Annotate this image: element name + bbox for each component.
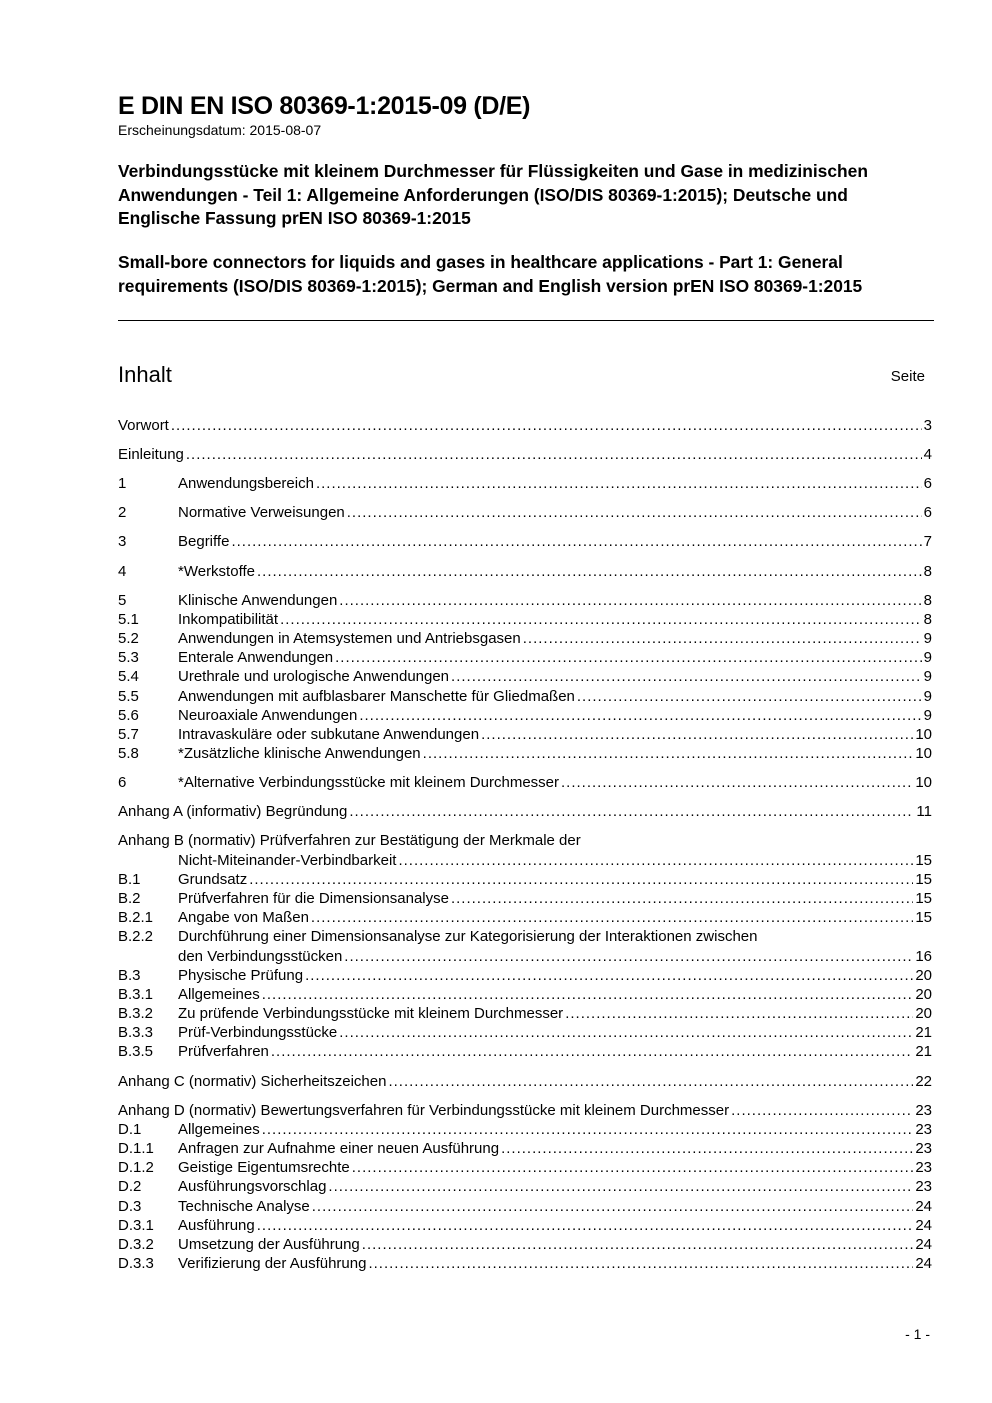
- toc-entry-page: 21: [915, 1043, 932, 1060]
- toc-entry-number: 5.5: [118, 688, 139, 705]
- toc-entry[interactable]: [118, 1254, 932, 1273]
- toc-entry[interactable]: [118, 532, 932, 551]
- title-german: Verbindungsstücke mit kleinem Durchmesser für Flüssigkeiten und Gase in medizinischen Anwendungen - Teil 1: Allgemeine Anforderungen (ISO/DIS 80369-1:2015); Deutsche und Englische Fassung prEN ISO 80369-1:2015: [118, 161, 868, 228]
- toc-entry-page: 8: [923, 611, 932, 628]
- toc-entry-text: Physische Prüfung: [178, 967, 304, 984]
- toc-entry-page: 23: [915, 1121, 932, 1138]
- toc-leader: [451, 889, 913, 908]
- toc-entry-number: D.3: [118, 1198, 142, 1215]
- toc-entry-number: B.3: [118, 967, 141, 984]
- document-id: E DIN EN ISO 80369-1:2015-09 (D/E): [118, 92, 531, 120]
- toc-entry-number: 4: [118, 563, 127, 580]
- toc-entry-number: 1: [118, 475, 127, 492]
- toc-entry-text: Klinische Anwendungen: [178, 592, 338, 609]
- toc-entry-page: 15: [915, 852, 932, 869]
- toc-leader: [451, 667, 922, 686]
- toc-entry-page: 16: [915, 948, 932, 965]
- toc-leader: [257, 562, 922, 581]
- toc-entry-text: Anhang C (normativ) Sicherheitszeichen: [118, 1073, 387, 1090]
- toc-entry-number: B.3.1: [118, 986, 154, 1003]
- toc-entry-page: 23: [915, 1178, 932, 1195]
- toc-entry-text: Inkompatibilität: [178, 611, 279, 628]
- toc-entry-page: 10: [915, 726, 932, 743]
- toc-entry-text: Prüfverfahren für die Dimensionsanalyse: [178, 890, 449, 907]
- toc-leader: [335, 648, 922, 667]
- toc-entry[interactable]: [118, 1004, 932, 1023]
- toc-leader: [481, 725, 913, 744]
- toc-entry-number: D.1.1: [118, 1140, 154, 1157]
- toc-entry-page: 23: [915, 1140, 932, 1157]
- toc-entry[interactable]: [118, 1216, 932, 1235]
- page-number: - 1 -: [905, 1326, 930, 1342]
- toc-entry-text: Anfragen zur Aufnahme einer neuen Ausführung: [178, 1140, 500, 1157]
- toc-entry-text: Anhang A (informativ) Begründung: [118, 803, 348, 820]
- toc-entry[interactable]: [118, 802, 932, 821]
- publication-date: Erscheinungsdatum: 2015-08-07: [118, 122, 322, 138]
- toc-entry-page: 20: [915, 1005, 932, 1022]
- toc-entry-number: B.2.2: [118, 928, 154, 945]
- toc-entry-text: Nicht-Miteinander-Verbindbarkeit: [178, 852, 397, 869]
- toc-entry-number: 3: [118, 533, 127, 550]
- toc-leader: [352, 1158, 914, 1177]
- toc-heading: Inhalt: [118, 362, 172, 387]
- toc-entry-number: 2: [118, 504, 127, 521]
- toc-entry[interactable]: [118, 1072, 932, 1091]
- toc-leader: [398, 851, 913, 870]
- toc-entry-text: Verifizierung der Ausführung: [178, 1255, 367, 1272]
- toc-entry-text: Begriffe: [178, 533, 230, 550]
- toc-entry-page: 22: [915, 1073, 932, 1090]
- toc-entry[interactable]: [118, 1120, 932, 1139]
- toc-entry[interactable]: [118, 908, 932, 927]
- toc-page-column-label: Seite: [890, 368, 925, 385]
- toc-entry-text: Ausführung: [178, 1217, 255, 1234]
- toc-entry[interactable]: [118, 706, 932, 725]
- toc-entry-page: 8: [923, 592, 932, 609]
- toc-entry[interactable]: [118, 610, 932, 629]
- toc-leader: [561, 773, 913, 792]
- toc-entry-text: Normative Verweisungen: [178, 504, 345, 521]
- toc-entry-text: Prüfverfahren: [178, 1043, 269, 1060]
- toc-leader: [262, 985, 914, 1004]
- toc-entry-number: 5.1: [118, 611, 139, 628]
- toc-entry-number: 5.8: [118, 745, 139, 762]
- toc-entry-number: B.2.1: [118, 909, 154, 926]
- toc-entry-number: B.3.2: [118, 1005, 154, 1022]
- toc-leader: [368, 1254, 913, 1273]
- toc-entry[interactable]: [118, 445, 932, 464]
- toc-entry-page: 24: [915, 1236, 932, 1253]
- toc-entry[interactable]: [118, 1101, 932, 1120]
- toc-leader: [731, 1101, 913, 1120]
- toc-entry-number: 5.2: [118, 630, 139, 647]
- toc-entry-number: B.1: [118, 871, 141, 888]
- toc-entry-page: 9: [923, 668, 932, 685]
- toc-leader: [249, 870, 913, 889]
- toc-entry-text: Durchführung einer Dimensionsanalyse zur Kategorisierung der Interaktionen zwischen: [178, 928, 758, 945]
- toc-entry-number: 5.6: [118, 707, 139, 724]
- toc-leader: [328, 1177, 913, 1196]
- toc-entry[interactable]: [118, 416, 932, 435]
- toc-entry-text: Allgemeines: [178, 986, 260, 1003]
- toc-entry[interactable]: [118, 889, 932, 908]
- toc-leader: [577, 687, 922, 706]
- toc-entry-number: D.1.2: [118, 1159, 154, 1176]
- toc-entry[interactable]: [118, 591, 932, 610]
- toc-entry[interactable]: [118, 1197, 932, 1216]
- toc-entry[interactable]: [118, 1042, 932, 1061]
- toc-entry-page: 6: [923, 504, 932, 521]
- toc-entry[interactable]: [118, 985, 932, 1004]
- toc-entry-page: 23: [915, 1102, 932, 1119]
- toc-entry-text: Angabe von Maßen: [178, 909, 309, 926]
- toc-entry-text: Vorwort: [118, 417, 169, 434]
- toc-entry-number: D.3.3: [118, 1255, 154, 1272]
- toc-entry-page: 10: [915, 774, 932, 791]
- toc-entry[interactable]: [118, 725, 932, 744]
- toc-entry-page: 7: [923, 533, 932, 550]
- toc-entry-text: Enterale Anwendungen: [178, 649, 334, 666]
- toc-leader: [280, 610, 922, 629]
- toc-entry-number: D.3.1: [118, 1217, 154, 1234]
- toc-leader: [362, 1235, 914, 1254]
- toc-entry-number: 5.3: [118, 649, 139, 666]
- toc-entry[interactable]: [118, 648, 932, 667]
- toc-entry[interactable]: [118, 1177, 932, 1196]
- toc-leader: [171, 416, 922, 435]
- toc-entry[interactable]: [118, 851, 932, 870]
- toc-entry-text: den Verbindungsstücken: [178, 948, 343, 965]
- toc-leader: [312, 1197, 914, 1216]
- toc-entry-page: 8: [923, 563, 932, 580]
- toc-entry-number: 5: [118, 592, 127, 609]
- toc-entry-text: Intravaskuläre oder subkutane Anwendungen: [178, 726, 480, 743]
- toc-entry[interactable]: [118, 966, 932, 985]
- toc-entry-page: 21: [915, 1024, 932, 1041]
- toc-leader: [257, 1216, 914, 1235]
- toc-entry-page: 23: [915, 1159, 932, 1176]
- toc-entry-page: 9: [923, 707, 932, 724]
- toc-entry-page: 9: [923, 630, 932, 647]
- toc-leader: [349, 802, 914, 821]
- toc-entry-page: 3: [923, 417, 932, 434]
- toc-entry[interactable]: [118, 1023, 932, 1042]
- toc-entry-page: 15: [915, 909, 932, 926]
- toc-entry[interactable]: [118, 503, 932, 522]
- toc-leader: [339, 1023, 913, 1042]
- toc-entry-page: 10: [915, 745, 932, 762]
- toc-entry-number: B.3.3: [118, 1024, 154, 1041]
- toc-entry-page: 9: [923, 688, 932, 705]
- toc-leader: [359, 706, 921, 725]
- toc-entry-page: 4: [923, 446, 932, 463]
- toc-entry-heading[interactable]: Anhang B (normativ) Prüfverfahren zur Bestätigung der Merkmale der: [118, 832, 581, 849]
- toc-entry-page: 11: [916, 803, 932, 820]
- toc-entry-number: 5.7: [118, 726, 139, 743]
- toc-entry[interactable]: [118, 927, 932, 946]
- toc-entry-text: Grundsatz: [178, 871, 248, 888]
- toc-leader: [347, 503, 922, 522]
- toc-entry-text: Neuroaxiale Anwendungen: [178, 707, 358, 724]
- toc-entry-text: Zu prüfende Verbindungsstücke mit kleinem Durchmesser: [178, 1005, 564, 1022]
- toc-entry-text: Ausführungsvorschlag: [178, 1178, 327, 1195]
- toc-entry-number: 5.4: [118, 668, 139, 685]
- toc-leader: [311, 908, 913, 927]
- title-english: Small-bore connectors for liquids and gases in healthcare applications - Part 1: General requirements (ISO/DIS 80369-1:2015); German and English version prEN ISO 80369-1:2015: [118, 252, 863, 296]
- toc-entry-page: 24: [915, 1255, 932, 1272]
- toc-entry-number: D.3.2: [118, 1236, 154, 1253]
- toc-entry[interactable]: [118, 667, 932, 686]
- toc-entry-number: B.3.5: [118, 1043, 154, 1060]
- toc-entry-number: B.2: [118, 890, 141, 907]
- toc-leader: [305, 966, 913, 985]
- toc-entry[interactable]: [118, 1158, 932, 1177]
- toc-entry-text: Technische Analyse: [178, 1198, 310, 1215]
- toc-entry-page: 6: [923, 475, 932, 492]
- toc-entry-text: Anwendungen mit aufblasbarer Manschette für Gliedmaßen: [178, 688, 575, 705]
- toc-entry-text: *Alternative Verbindungsstücke mit kleinem Durchmesser: [178, 774, 559, 791]
- toc-entry-text: *Zusätzliche klinische Anwendungen: [178, 745, 421, 762]
- toc-entry-page: 15: [915, 871, 932, 888]
- toc-entry[interactable]: [118, 744, 932, 763]
- toc-entry-page: 24: [915, 1198, 932, 1215]
- toc-entry-text: Anwendungsbereich: [178, 475, 314, 492]
- toc-leader: [231, 532, 921, 551]
- toc-entry-text: *Werkstoffe: [178, 563, 255, 580]
- toc-leader: [523, 629, 922, 648]
- toc-entry[interactable]: [118, 629, 932, 648]
- toc-leader: [501, 1139, 913, 1158]
- toc-entry-text: Geistige Eigentumsrechte: [178, 1159, 350, 1176]
- toc-entry[interactable]: [118, 1139, 932, 1158]
- toc-leader: [565, 1004, 913, 1023]
- toc-entry-text: Anhang D (normativ) Bewertungsverfahren für Verbindungsstücke mit kleinem Durchmesser: [118, 1102, 730, 1119]
- toc-leader: [339, 591, 921, 610]
- toc-entry-page: 20: [915, 967, 932, 984]
- toc-entry-number: D.2: [118, 1178, 142, 1195]
- toc-entry-page: 9: [923, 649, 932, 666]
- toc-entry-page: 20: [915, 986, 932, 1003]
- toc-entry-text: Anwendungen in Atemsystemen und Antriebsgasen: [178, 630, 521, 647]
- toc-entry-page: 15: [915, 890, 932, 907]
- toc-entry[interactable]: [118, 773, 932, 792]
- title-divider: [118, 320, 934, 321]
- toc-leader: [388, 1072, 913, 1091]
- toc-entry-text: Prüf-Verbindungsstücke: [178, 1024, 338, 1041]
- toc-entry-number: 6: [118, 774, 127, 791]
- toc-entry[interactable]: [118, 474, 932, 493]
- toc-entry[interactable]: [118, 562, 932, 581]
- toc-entry-text: Einleitung: [118, 446, 184, 463]
- toc-leader: [262, 1120, 914, 1139]
- toc-entry-text: Allgemeines: [178, 1121, 260, 1138]
- toc-entry-page: 24: [915, 1217, 932, 1234]
- toc-leader: [423, 744, 914, 763]
- toc-entry-text: Umsetzung der Ausführung: [178, 1236, 360, 1253]
- toc-entry[interactable]: [118, 1235, 932, 1254]
- toc-leader: [316, 474, 922, 493]
- toc-leader: [271, 1042, 913, 1061]
- toc-entry-number: D.1: [118, 1121, 142, 1138]
- toc-entry[interactable]: [118, 687, 932, 706]
- toc-entry[interactable]: [118, 947, 932, 966]
- toc-entry[interactable]: [118, 870, 932, 889]
- toc-entry-text: Urethrale und urologische Anwendungen: [178, 668, 450, 685]
- toc-leader: [344, 947, 913, 966]
- toc-leader: [186, 445, 922, 464]
